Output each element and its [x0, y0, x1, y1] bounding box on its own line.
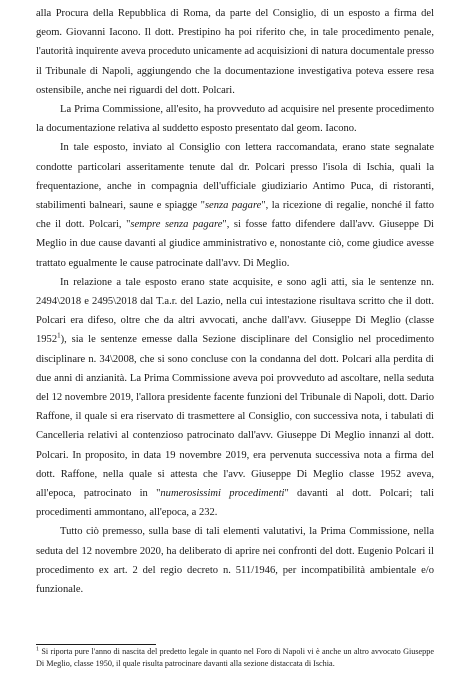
footnote-separator: [36, 644, 156, 645]
paragraph-3-emphasis-2: sempre senza pagare: [130, 219, 223, 231]
paragraph-4-text-b: ), sia le sentenze emesse dalla Sezione disciplinare del Consiglio nel procedimento disciplinare n. 34\2008, che si sono concluse con la condanna del dott. Polcari alla perdita di due anni di anzianità. La Prima Commissione aveva poi provveduto ad ascoltare, nella seduta del 12 novembre 2019, l'allora presidente facente funzioni del Tribunale di Napoli, dott. Dario Raffone, il quale si era riservato di trasmettere al Consiglio, con successiva nota, i tabulati di Cancelleria relativi al contenzioso patrocinato dall'avv. Giuseppe Di Meglio innanzi al dott. Polcari. In proposito, in data 19 novembre 2019, era pervenuta successiva nota a firma del dott. Raffone, nella quale si attesta che l'avv. Giuseppe Di Meglio classe 1952 aveva, all'epoca, patrocinato in ": [36, 334, 434, 500]
paragraph-4-text-a: In relazione a tale esposto erano state acquisite, e sono agli atti, sia le sentenze nn. 2494\2018 e 2495\2018 dal T.a.r. del Lazio, nella cui intestazione risultava scritto che il dott. Polcari era difeso, oltre che da altri avvocati, anche dall'avv. Giuseppe Di Meglio (classe 1952: [36, 276, 434, 346]
paragraph-3: [36, 138, 434, 272]
paragraph-3-text-a: In tale esposto, inviato al Consiglio con lettera raccomandata, erano state segnalate condotte particolari asseritamente tenute dal dr. Polcari presso l'isola di Ischia, quali la frequentazione, anche in compagnia dell'ufficiale giudiziario Antimo Puca, di ristoranti, stabilimenti balneari, saune e spiagge ": [36, 142, 434, 212]
paragraph-1: [36, 4, 434, 100]
paragraph-4-emphasis: numerosissimi procedimenti: [160, 488, 285, 500]
paragraph-2-text: La Prima Commissione, all'esito, ha provveduto ad acquisire nel presente procedimento la documentazione relativa al suddetto esposto presentato dal geom. Iacono.: [36, 104, 434, 135]
paragraph-3-text-b: ", la ricezione di regalie, nonché il fatto che il dott. Polcari, ": [36, 200, 434, 231]
footnote: [36, 646, 434, 669]
paragraph-5: [36, 522, 434, 599]
paragraph-4-text-c: " davanti al dott. Polcari; tali procedimenti ammontano, all'epoca, a 232.: [36, 488, 435, 519]
paragraph-1-text: alla Procura della Repubblica di Roma, da parte del Consiglio, di un esposto a firma del geom. Giovanni Iacono. Il dott. Prestipino ha poi riferito che, in tale procedimento penale, l'autorità inquirente aveva proceduto unicamente ad acquisizioni di natura documentale presso il Tribunale di Napoli, aggiungendo che la documentazione investigativa poteva essere resa ostensibile, anche nei riguardi del dott. Polcari.: [36, 8, 434, 96]
paragraph-4: [36, 273, 434, 523]
footnote-reference[interactable]: 1: [57, 331, 61, 340]
paragraph-2: [36, 100, 434, 138]
footnote-text: Si riporta pure l'anno di nascita del predetto legale in quanto nel Foro di Napoli vi è anche un altro avvocato Giuseppe Di Meglio, classe 1950, il quale risulta patrocinare davanti alla sezione distaccata di Ischia.: [36, 647, 434, 668]
paragraph-5-text: Tutto ciò premesso, sulla base di tali elementi valutativi, la Prima Commissione, nella seduta del 12 novembre 2020, ha deliberato di aprire nei confronti del dott. Eugenio Polcari il procedimento ex art. 2 del regio decreto n. 511/1946, per incompatibilità ambientale e/o funzionale.: [36, 526, 434, 596]
footnote-marker: 1: [36, 646, 39, 653]
paragraph-3-emphasis-1: senza pagare: [204, 200, 262, 212]
paragraph-3-text-c: ", si fosse fatto difendere dall'avv. Giuseppe Di Meglio in due cause davanti al giudice amministrativo e, nonostante ciò, come giudice avesse trattato egualmente le cause patrocinate dall'avv. Di Meglio.: [36, 219, 434, 269]
document-body: [36, 4, 434, 599]
